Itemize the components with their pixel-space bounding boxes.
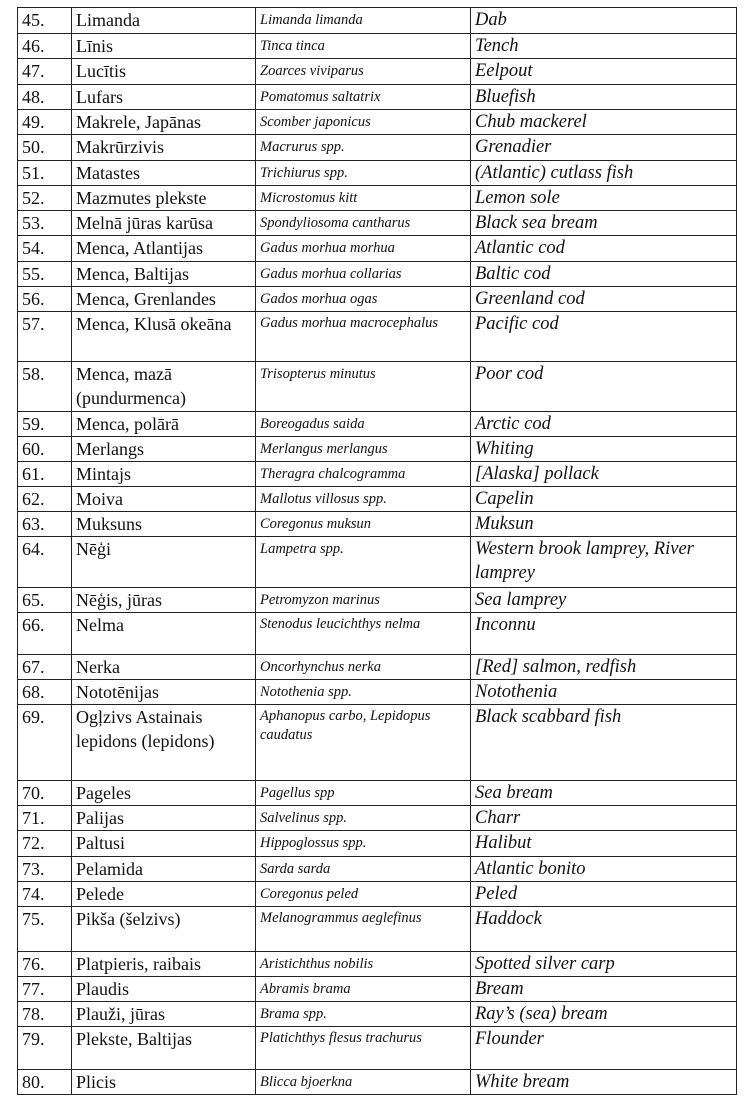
row-number: 59. — [18, 412, 72, 437]
table-row — [18, 680, 737, 705]
latin-name: Merlangus merlangus — [256, 437, 471, 462]
latin-name: Trisopterus minutus — [256, 362, 471, 412]
latin-name: Gadus morhua morhua — [256, 236, 471, 262]
latin-name: Oncorhynchus nerka — [256, 655, 471, 680]
english-name: Chub mackerel — [471, 110, 737, 135]
english-name: Halibut — [471, 831, 737, 857]
table-row — [18, 588, 737, 613]
table-row — [18, 857, 737, 882]
latin-name: Gadus morhua macrocephalus — [256, 312, 471, 362]
table-row — [18, 831, 737, 857]
table-row — [18, 1027, 737, 1070]
row-number: 60. — [18, 437, 72, 462]
latin-name: Lampetra spp. — [256, 537, 471, 588]
latin-name: Brama spp. — [256, 1002, 471, 1027]
table-row — [18, 882, 737, 907]
latin-name: Coregonus muksun — [256, 512, 471, 537]
row-number: 49. — [18, 110, 72, 135]
row-number: 62. — [18, 487, 72, 512]
english-name: Bream — [471, 977, 737, 1002]
row-number: 72. — [18, 831, 72, 857]
latin-name: Pomatomus saltatrix — [256, 85, 471, 110]
row-number: 80. — [18, 1070, 72, 1095]
table-row — [18, 952, 737, 977]
latvian-name: Plicis — [72, 1070, 256, 1095]
latvian-name: Makrele, Japānas — [72, 110, 256, 135]
latvian-name: Limanda — [72, 8, 256, 34]
latin-name: Boreogadus saida — [256, 412, 471, 437]
english-name: Atlantic bonito — [471, 857, 737, 882]
latin-name: Salvelinus spp. — [256, 806, 471, 831]
row-number: 79. — [18, 1027, 72, 1070]
table-row — [18, 613, 737, 655]
english-name: Haddock — [471, 907, 737, 952]
latin-name: Stenodus leucichthys nelma — [256, 613, 471, 655]
english-name: Ray’s (sea) bream — [471, 1002, 737, 1027]
english-name: Poor cod — [471, 362, 737, 412]
latin-name: Gadus morhua collarias — [256, 262, 471, 287]
row-number: 64. — [18, 537, 72, 588]
latin-name: Sarda sarda — [256, 857, 471, 882]
english-name: Charr — [471, 806, 737, 831]
latvian-name: Līnis — [72, 34, 256, 59]
english-name: Sea lamprey — [471, 588, 737, 613]
english-name: Arctic cod — [471, 412, 737, 437]
english-name: Black scabbard fish — [471, 705, 737, 781]
english-name: Black sea bream — [471, 211, 737, 236]
table-row — [18, 135, 737, 161]
latin-name: Pagellus spp — [256, 781, 471, 806]
table-row — [18, 1002, 737, 1027]
english-name: Greenland cod — [471, 287, 737, 312]
latin-name: Trichiurus spp. — [256, 161, 471, 186]
row-number: 63. — [18, 512, 72, 537]
row-number: 71. — [18, 806, 72, 831]
row-number: 75. — [18, 907, 72, 952]
latvian-name: Merlangs — [72, 437, 256, 462]
latvian-name: Menca, Klusā okeāna — [72, 312, 256, 362]
species-table — [17, 7, 737, 1095]
latvian-name: Platpieris, raibais — [72, 952, 256, 977]
latvian-name: Pelede — [72, 882, 256, 907]
latin-name: Abramis brama — [256, 977, 471, 1002]
latin-name: Limanda limanda — [256, 8, 471, 34]
english-name: Notothenia — [471, 680, 737, 705]
latvian-name: Plaudis — [72, 977, 256, 1002]
row-number: 74. — [18, 882, 72, 907]
latvian-name: Menca, polārā — [72, 412, 256, 437]
table-row — [18, 287, 737, 312]
row-number: 70. — [18, 781, 72, 806]
table-row — [18, 186, 737, 211]
latvian-name: Menca, Baltijas — [72, 262, 256, 287]
latin-name: Tinca tinca — [256, 34, 471, 59]
english-name: Capelin — [471, 487, 737, 512]
latin-name: Gados morhua ogas — [256, 287, 471, 312]
latvian-name: Lucītis — [72, 59, 256, 85]
table-row — [18, 312, 737, 362]
table-row — [18, 537, 737, 588]
table-row — [18, 211, 737, 236]
row-number: 76. — [18, 952, 72, 977]
latin-name: Scomber japonicus — [256, 110, 471, 135]
table-row — [18, 705, 737, 781]
table-row — [18, 412, 737, 437]
latin-name: Melanogrammus aeglefinus — [256, 907, 471, 952]
english-name: [Red] salmon, redfish — [471, 655, 737, 680]
latvian-name: Pikša (šelzivs) — [72, 907, 256, 952]
latin-name: Petromyzon marinus — [256, 588, 471, 613]
english-name: Inconnu — [471, 613, 737, 655]
table-row — [18, 907, 737, 952]
latvian-name: Plauži, jūras — [72, 1002, 256, 1027]
row-number: 57. — [18, 312, 72, 362]
latin-name: Theragra chalcogramma — [256, 462, 471, 487]
table-row — [18, 8, 737, 34]
table-row — [18, 85, 737, 110]
english-name: Sea bream — [471, 781, 737, 806]
row-number: 68. — [18, 680, 72, 705]
row-number: 53. — [18, 211, 72, 236]
species-table-body — [18, 8, 737, 1095]
latvian-name: Melnā jūras karūsa — [72, 211, 256, 236]
table-row — [18, 161, 737, 186]
latvian-name: Muksuns — [72, 512, 256, 537]
latin-name: Spondyliosoma cantharus — [256, 211, 471, 236]
row-number: 46. — [18, 34, 72, 59]
latvian-name: Mazmutes plekste — [72, 186, 256, 211]
latin-name: Zoarces viviparus — [256, 59, 471, 85]
row-number: 47. — [18, 59, 72, 85]
row-number: 55. — [18, 262, 72, 287]
english-name: Pacific cod — [471, 312, 737, 362]
table-row — [18, 977, 737, 1002]
row-number: 58. — [18, 362, 72, 412]
table-row — [18, 262, 737, 287]
latvian-name: Lufars — [72, 85, 256, 110]
table-row — [18, 110, 737, 135]
latin-name: Hippoglossus spp. — [256, 831, 471, 857]
table-row — [18, 1070, 737, 1095]
row-number: 65. — [18, 588, 72, 613]
row-number: 67. — [18, 655, 72, 680]
latin-name: Macrurus spp. — [256, 135, 471, 161]
english-name: Baltic cod — [471, 262, 737, 287]
english-name: Bluefish — [471, 85, 737, 110]
latvian-name: Menca, Grenlandes — [72, 287, 256, 312]
latin-name: Coregonus peled — [256, 882, 471, 907]
english-name: Muksun — [471, 512, 737, 537]
table-row — [18, 462, 737, 487]
table-row — [18, 437, 737, 462]
english-name: Western brook lamprey, River lamprey — [471, 537, 737, 588]
latvian-name: Plekste, Baltijas — [72, 1027, 256, 1070]
english-name: Eelpout — [471, 59, 737, 85]
english-name: Flounder — [471, 1027, 737, 1070]
row-number: 51. — [18, 161, 72, 186]
latvian-name: Ogļzivs Astainais lepidons (lepidons) — [72, 705, 256, 781]
latvian-name: Menca, mazā (pundurmenca) — [72, 362, 256, 412]
latvian-name: Pageles — [72, 781, 256, 806]
row-number: 73. — [18, 857, 72, 882]
english-name: Tench — [471, 34, 737, 59]
table-row — [18, 34, 737, 59]
row-number: 77. — [18, 977, 72, 1002]
row-number: 54. — [18, 236, 72, 262]
table-row — [18, 362, 737, 412]
row-number: 50. — [18, 135, 72, 161]
row-number: 66. — [18, 613, 72, 655]
english-name: Atlantic cod — [471, 236, 737, 262]
latvian-name: Nerka — [72, 655, 256, 680]
english-name: [Alaska] pollack — [471, 462, 737, 487]
latvian-name: Nelma — [72, 613, 256, 655]
latin-name: Mallotus villosus spp. — [256, 487, 471, 512]
table-row — [18, 781, 737, 806]
english-name: Spotted silver carp — [471, 952, 737, 977]
latvian-name: Nēģis, jūras — [72, 588, 256, 613]
table-row — [18, 236, 737, 262]
english-name: Peled — [471, 882, 737, 907]
latin-name: Blicca bjoerkna — [256, 1070, 471, 1095]
english-name: Lemon sole — [471, 186, 737, 211]
row-number: 45. — [18, 8, 72, 34]
row-number: 56. — [18, 287, 72, 312]
english-name: Grenadier — [471, 135, 737, 161]
latvian-name: Makrūrzivis — [72, 135, 256, 161]
table-row — [18, 487, 737, 512]
latvian-name: Matastes — [72, 161, 256, 186]
latvian-name: Palijas — [72, 806, 256, 831]
latvian-name: Paltusi — [72, 831, 256, 857]
latin-name: Platichthys flesus trachurus — [256, 1027, 471, 1070]
row-number: 48. — [18, 85, 72, 110]
table-row — [18, 806, 737, 831]
latin-name: Aristichthus nobilis — [256, 952, 471, 977]
table-row — [18, 59, 737, 85]
english-name: Whiting — [471, 437, 737, 462]
english-name: Dab — [471, 8, 737, 34]
latvian-name: Nototēnijas — [72, 680, 256, 705]
english-name: White bream — [471, 1070, 737, 1095]
latvian-name: Mintajs — [72, 462, 256, 487]
row-number: 69. — [18, 705, 72, 781]
latin-name: Aphanopus carbo, Lepidopus caudatus — [256, 705, 471, 781]
english-name: (Atlantic) cutlass fish — [471, 161, 737, 186]
table-row — [18, 512, 737, 537]
row-number: 52. — [18, 186, 72, 211]
row-number: 78. — [18, 1002, 72, 1027]
latin-name: Notothenia spp. — [256, 680, 471, 705]
latvian-name: Moiva — [72, 487, 256, 512]
latvian-name: Pelamida — [72, 857, 256, 882]
latvian-name: Nēģi — [72, 537, 256, 588]
row-number: 61. — [18, 462, 72, 487]
latin-name: Microstomus kitt — [256, 186, 471, 211]
table-row — [18, 655, 737, 680]
latvian-name: Menca, Atlantijas — [72, 236, 256, 262]
